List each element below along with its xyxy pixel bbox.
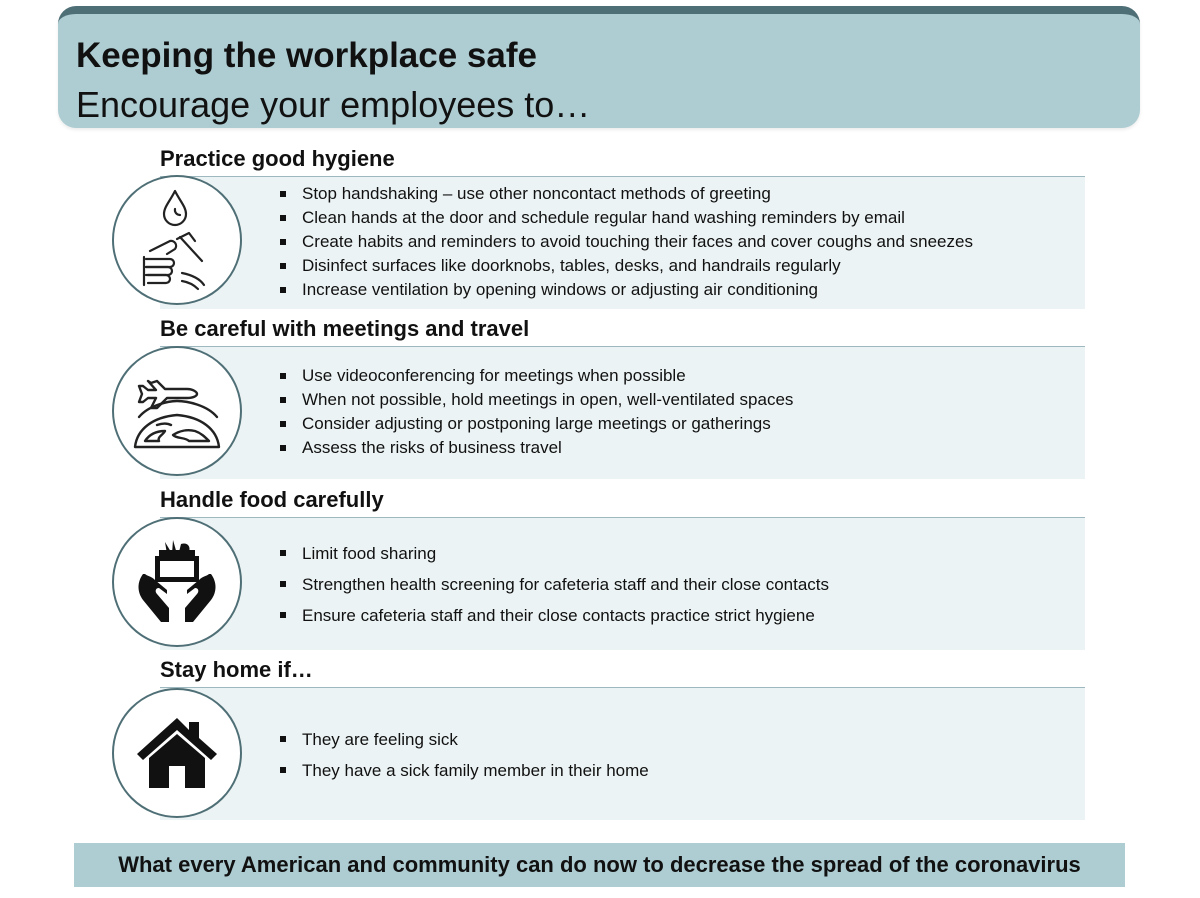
list-item: Clean hands at the door and schedule regular hand washing reminders by email	[278, 206, 973, 230]
footer-text: What every American and community can do now to decrease the spread of the coronavirus	[118, 852, 1081, 877]
header-banner	[58, 6, 1140, 128]
list-item: Stop handshaking – use other noncontact methods of greeting	[278, 182, 973, 206]
list-item: They are feeling sick	[278, 724, 649, 755]
hygiene-list	[278, 182, 973, 302]
list-item: Consider adjusting or postponing large meetings or gatherings	[278, 412, 793, 436]
stay-home-list	[278, 724, 649, 786]
section-title-hygiene: Practice good hygiene	[160, 146, 395, 171]
page-subtitle: Encourage your employees to…	[76, 84, 591, 125]
meetings-list	[278, 364, 793, 460]
meetings-icon-circle	[112, 346, 242, 476]
list-item: Assess the risks of business travel	[278, 436, 793, 460]
section-title-food: Handle food carefully	[160, 487, 384, 512]
house-icon	[135, 716, 219, 790]
list-item: Use videoconferencing for meetings when possible	[278, 364, 793, 388]
list-item: They have a sick family member in their home	[278, 755, 649, 786]
airplane-globe-icon	[129, 363, 225, 459]
list-item: Strengthen health screening for cafeteria staff and their close contacts	[278, 569, 829, 600]
list-item: Limit food sharing	[278, 538, 829, 569]
list-item: Disinfect surfaces like doorknobs, tables, desks, and handrails regularly	[278, 254, 973, 278]
footer-banner	[74, 843, 1125, 887]
list-item: Ensure cafeteria staff and their close contacts practice strict hygiene	[278, 600, 829, 631]
section-title-meetings: Be careful with meetings and travel	[160, 316, 530, 341]
list-item: Create habits and reminders to avoid touching their faces and cover coughs and sneezes	[278, 230, 973, 254]
food-icon-circle	[112, 517, 242, 647]
stay-home-icon-circle	[112, 688, 242, 818]
hands-holding-food-icon	[129, 534, 225, 630]
hand-sanitizer-icon	[132, 185, 222, 295]
hygiene-icon-circle	[112, 175, 242, 305]
food-list	[278, 538, 829, 631]
list-item: When not possible, hold meetings in open, well-ventilated spaces	[278, 388, 793, 412]
page-title: Keeping the workplace safe	[76, 36, 537, 75]
list-item: Increase ventilation by opening windows or adjusting air conditioning	[278, 278, 973, 302]
section-title-stay-home: Stay home if…	[160, 657, 313, 682]
